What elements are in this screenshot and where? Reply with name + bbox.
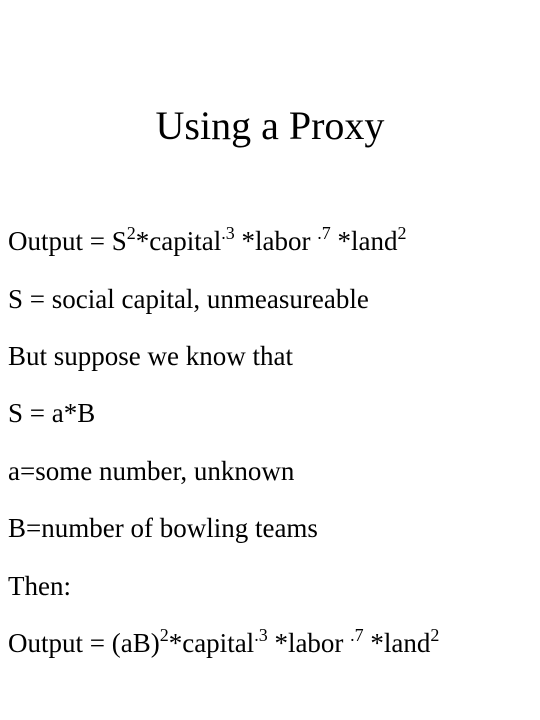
exponent-capital: .3 [254, 624, 268, 645]
exponent-land: 2 [397, 222, 407, 243]
formula-land: *land [363, 628, 431, 658]
exponent-labor: .7 [317, 222, 331, 243]
then-line: Then: [8, 571, 71, 601]
b-definition: B=number of bowling teams [8, 513, 318, 543]
a-definition: a=some number, unknown [8, 456, 295, 486]
formula-output-s [8, 224, 406, 258]
suppose-line: But suppose we know that [8, 341, 293, 371]
formula-output-ab [8, 626, 439, 660]
exponent-labor: .7 [350, 624, 364, 645]
exponent-land: 2 [430, 624, 440, 645]
formula-capital: *capital [168, 628, 255, 658]
s-equation: S = a*B [8, 398, 96, 428]
formula-labor: *labor [234, 226, 318, 256]
s-definition: S = social capital, unmeasureable [8, 284, 369, 314]
formula-land: *land [330, 226, 398, 256]
slide-title: Using a Proxy [155, 103, 385, 148]
formula-labor: *labor [267, 628, 351, 658]
formula-capital: *capital [135, 226, 222, 256]
formula-output-label: Output = (aB) [8, 628, 160, 658]
formula-output-label: Output = S [8, 226, 127, 256]
exponent-s: 2 [126, 222, 136, 243]
exponent-ab: 2 [159, 624, 169, 645]
exponent-capital: .3 [221, 222, 235, 243]
